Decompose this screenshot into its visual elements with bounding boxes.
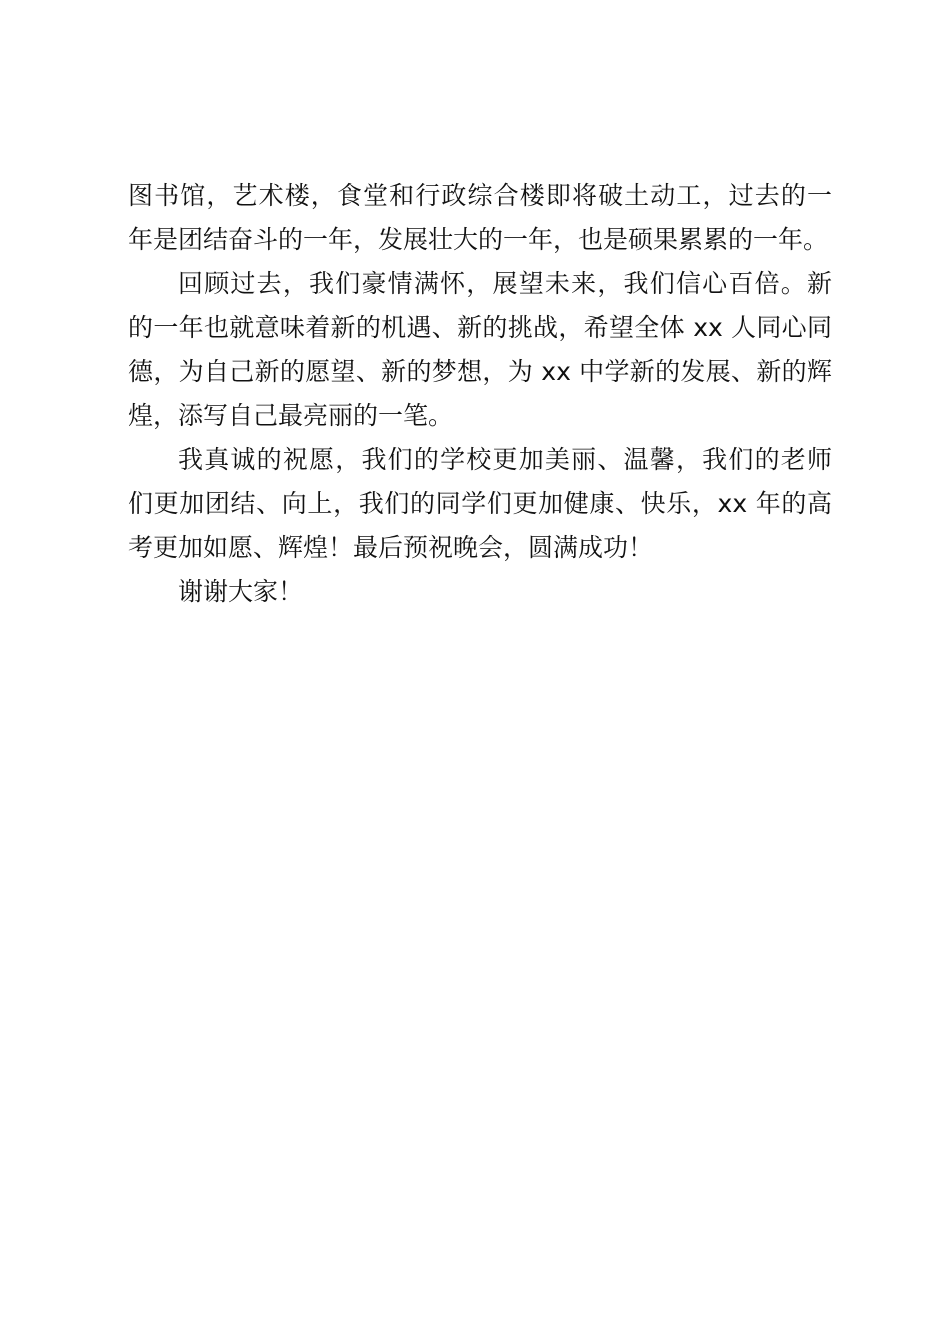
paragraph-line: 考更加如愿、辉煌！最后预祝晚会，圆满成功！ [128,533,654,562]
paragraph-3 [128,438,832,570]
paragraph-2 [128,262,832,438]
paragraph-line: 图书馆，艺术楼，食堂和行政综合楼即将破土动工，过去的一 [128,181,832,210]
paragraph-1 [128,174,832,262]
paragraph-line: 谢谢大家！ [178,577,304,606]
paragraph-line: 年是团结奋斗的一年，发展壮大的一年，也是硕果累累的一年。 [128,225,829,254]
paragraph-line: 煌，添写自己最亮丽的一笔。 [128,401,454,430]
paragraph-line: 我真诚的祝愿，我们的学校更加美丽、温馨，我们的老师 [178,445,832,474]
paragraph-line: 回顾过去，我们豪情满怀，展望未来，我们信心百倍。新 [178,269,832,298]
document-body [128,174,832,614]
paragraph-line: 德，为自己新的愿望、新的梦想，为 xx 中学新的发展、新的辉 [128,357,832,386]
paragraph-line: 们更加团结、向上，我们的同学们更加健康、快乐，xx 年的高 [128,489,832,518]
paragraph-4 [128,570,832,614]
paragraph-line: 的一年也就意味着新的机遇、新的挑战，希望全体 xx 人同心同 [128,313,832,342]
